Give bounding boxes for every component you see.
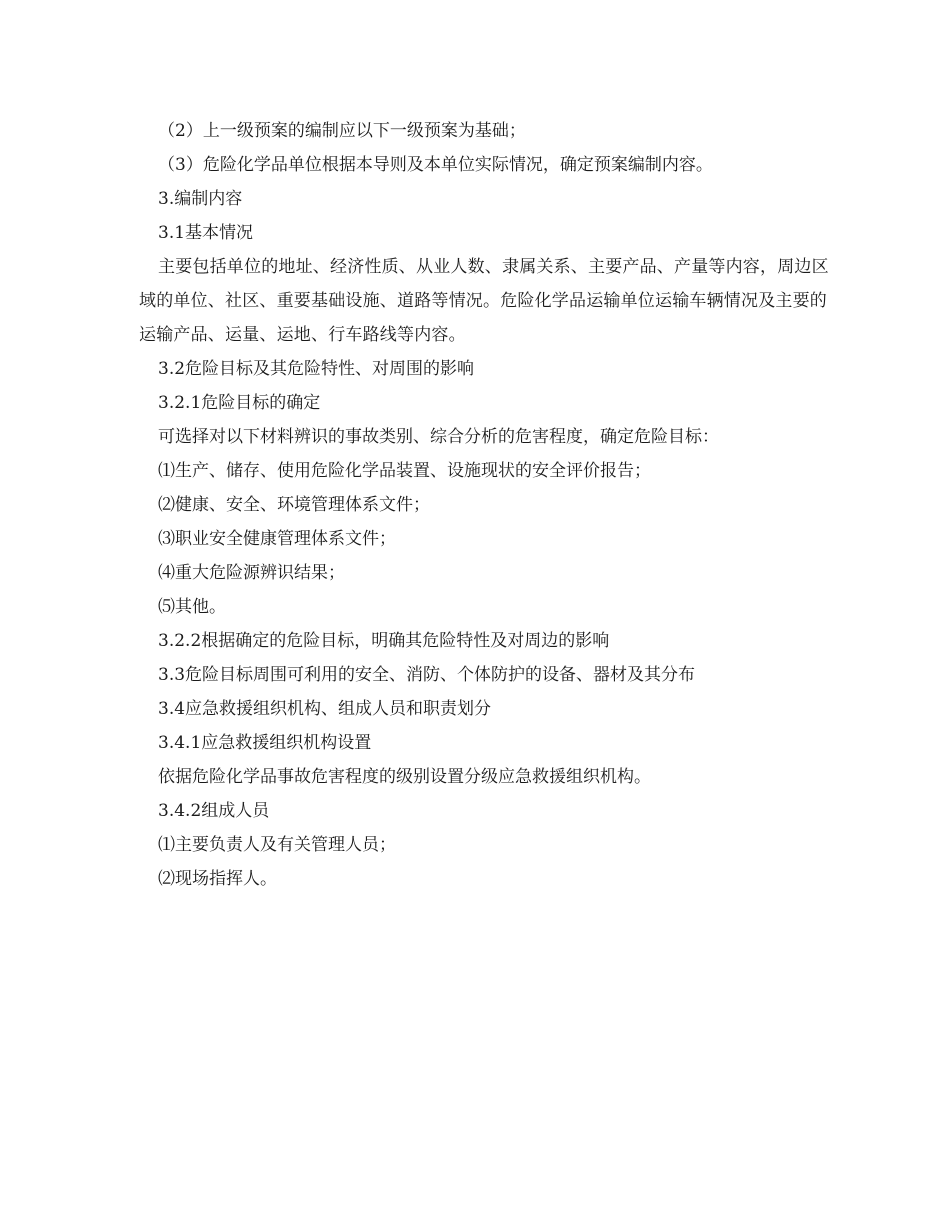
- section-heading: 3.4.1应急救援组织机构设置: [158, 733, 372, 753]
- paragraph-basic-info: 主要包括单位的地址、经济性质、从业人数、隶属关系、主要产品、产量等内容，周边区域的单位、社区、重要基础设施、道路等情况。危险化学品运输单位运输车辆情况及主要的运输产品、运量、运地、行车路线等内容。: [139, 257, 829, 345]
- text-line: 可选择对以下材料辨识的事故类别、综合分析的危害程度，确定危险目标：: [158, 427, 719, 447]
- list-item: ⑶职业安全健康管理体系文件；: [158, 529, 396, 549]
- text-line: 依据危险化学品事故危害程度的级别设置分级应急救援组织机构。: [158, 767, 651, 787]
- section-heading: 3.3危险目标周围可利用的安全、消防、个体防护的设备、器材及其分布: [158, 665, 696, 685]
- section-heading: 3.2.2根据确定的危险目标，明确其危险特性及对周边的影响: [158, 631, 610, 651]
- list-item: ⑴主要负责人及有关管理人员；: [158, 835, 396, 855]
- section-heading: 3.2.1危险目标的确定: [158, 393, 321, 413]
- section-heading: 3.4.2组成人员: [158, 801, 270, 821]
- section-heading: 3.4应急救援组织机构、组成人员和职责划分: [158, 699, 492, 719]
- section-heading: 3.1基本情况: [158, 223, 254, 243]
- list-item: ⑵现场指挥人。: [158, 869, 277, 889]
- list-item: ⑴生产、储存、使用危险化学品装置、设施现状的安全评价报告；: [158, 461, 651, 481]
- document-body: [139, 114, 839, 896]
- section-heading: 3.编制内容: [158, 189, 243, 209]
- list-item: ⑸其他。: [158, 597, 226, 617]
- text-line: （3）危险化学品单位根据本导则及本单位实际情况，确定预案编制内容。: [158, 155, 713, 175]
- section-heading: 3.2危险目标及其危险特性、对周围的影响: [158, 359, 475, 379]
- text-line: （2）上一级预案的编制应以下一级预案为基础；: [158, 121, 526, 141]
- list-item: ⑷重大危险源辨识结果；: [158, 563, 345, 583]
- list-item: ⑵健康、安全、环境管理体系文件；: [158, 495, 430, 515]
